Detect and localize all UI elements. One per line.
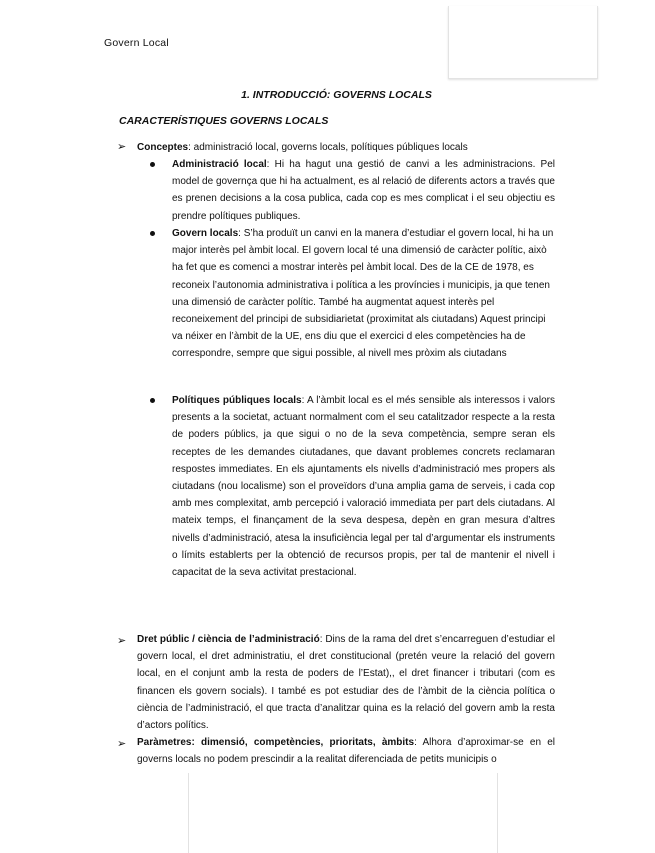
bullet-dot-icon bbox=[150, 398, 155, 403]
dret-paragraph bbox=[137, 631, 555, 734]
section-title: 1. INTRODUCCIÓ: GOVERNS LOCALS bbox=[241, 89, 432, 101]
bullet-dot-icon bbox=[150, 231, 155, 236]
administracio-label: Administració local bbox=[172, 159, 267, 170]
parametres-text: : Alhora d’aproximar-se en el governs locals no podem prescindir a la realitat diferenciada de petits municipis o bbox=[137, 737, 555, 766]
header-placeholder-box bbox=[448, 6, 598, 79]
bullet-dot-icon bbox=[150, 162, 155, 167]
administracio-text: : Hi ha hagut una gestió de canvi a les administracions. Pel model de governça que hi ha actualment, es al relació de diferents actors a través que es prenen decisions a la cosa publica, cada cop es mes complicat i el seu objectiu es prendre polítiques publiques. bbox=[172, 159, 555, 222]
politiques-label: Polítiques públiques locals bbox=[172, 395, 302, 406]
conceptes-label: Conceptes bbox=[137, 142, 189, 153]
parametres-paragraph bbox=[137, 734, 555, 768]
politiques-paragraph bbox=[172, 392, 555, 581]
dret-text: : Dins de la rama del dret s’encarreguen d’estudiar el govern local, el dret administratiu, el dret constitucional (pretén veure la relació del govern local, en el conjunt amb la resta de poders de l’Estat),, el dret financer i tributari (com es financen els govern socials). I també es pot estudiar des de l’àmbit de la ciència política o ciència de l’administració, el que tracta d’analitzar quina es la relació del govern amb la resta d’actors polítics. bbox=[137, 634, 555, 732]
conceptes-paragraph bbox=[137, 139, 577, 156]
parametres-label: Paràmetres: dimensió, competències, prioritats, àmbits bbox=[137, 737, 415, 748]
arrow-bullet-icon: ➢ bbox=[117, 738, 127, 750]
running-header: Govern Local bbox=[104, 37, 169, 49]
section-subtitle: CARACTERÍSTIQUES GOVERNS LOCALS bbox=[119, 115, 329, 127]
governs-paragraph bbox=[172, 225, 556, 363]
dret-label: Dret públic / ciència de l’administració bbox=[137, 634, 320, 645]
administracio-paragraph bbox=[172, 156, 555, 225]
footer-placeholder-box bbox=[188, 773, 498, 853]
conceptes-text: : administració local, governs locals, polítiques públiques locals bbox=[188, 142, 468, 153]
arrow-bullet-icon: ➢ bbox=[117, 141, 127, 153]
governs-label: Govern locals bbox=[172, 228, 239, 239]
governs-text: : S’ha produït un canvi en la manera d’estudiar el govern local, hi ha un major interès pel àmbit local. El govern local té una dimensió de caràcter polític, això ha fet que es comenci a mostrar interès pel àmbit local. Des de la CE de 1978, es reconeix l’autonomia administrativa i política a les províncies i municipis, ja que tenen una dimensió de caràcter polític. També ha augmentat aquest interès pel reconeixement del principi de subsidiarietat (proximitat als ciutadans) Aquest principi va néixer en l’àmbit de la UE, ens diu que el exercici d eles competències ha de correspondre, sempre que sigui possible, al nivell mes pròxim als ciutadans bbox=[172, 228, 554, 360]
politiques-text: : A l’àmbit local es el més sensible als interessos i valors presents a la societat, actuant normalment com el seu catalitzador respecte a la resta de poders públics, ja que sigui o no de la seva competència, sempre seran els receptes de les demandes ciutadanes, que davant problemes concrets reclamaran respostes immediates. En els ajuntaments els nivells d’administració mes propers als ciutadans (nou localisme) son el proveïdors d’una amplia gama de serveis, i cada cop amb mes complexitat, amb percepció i valoració immediata per part dels ciutadans. Al mateix temps, el finançament de la seva despesa, depèn en gran mesura d’altres nivells d’administració, atesa la insuficiència legal per tal d’argumentar els instruments o límits establerts per la obtenció de recursos propis, per tal de mantenir el nivell i capacitat de la seva activitat prestacional. bbox=[172, 395, 555, 579]
arrow-bullet-icon: ➢ bbox=[117, 635, 127, 647]
